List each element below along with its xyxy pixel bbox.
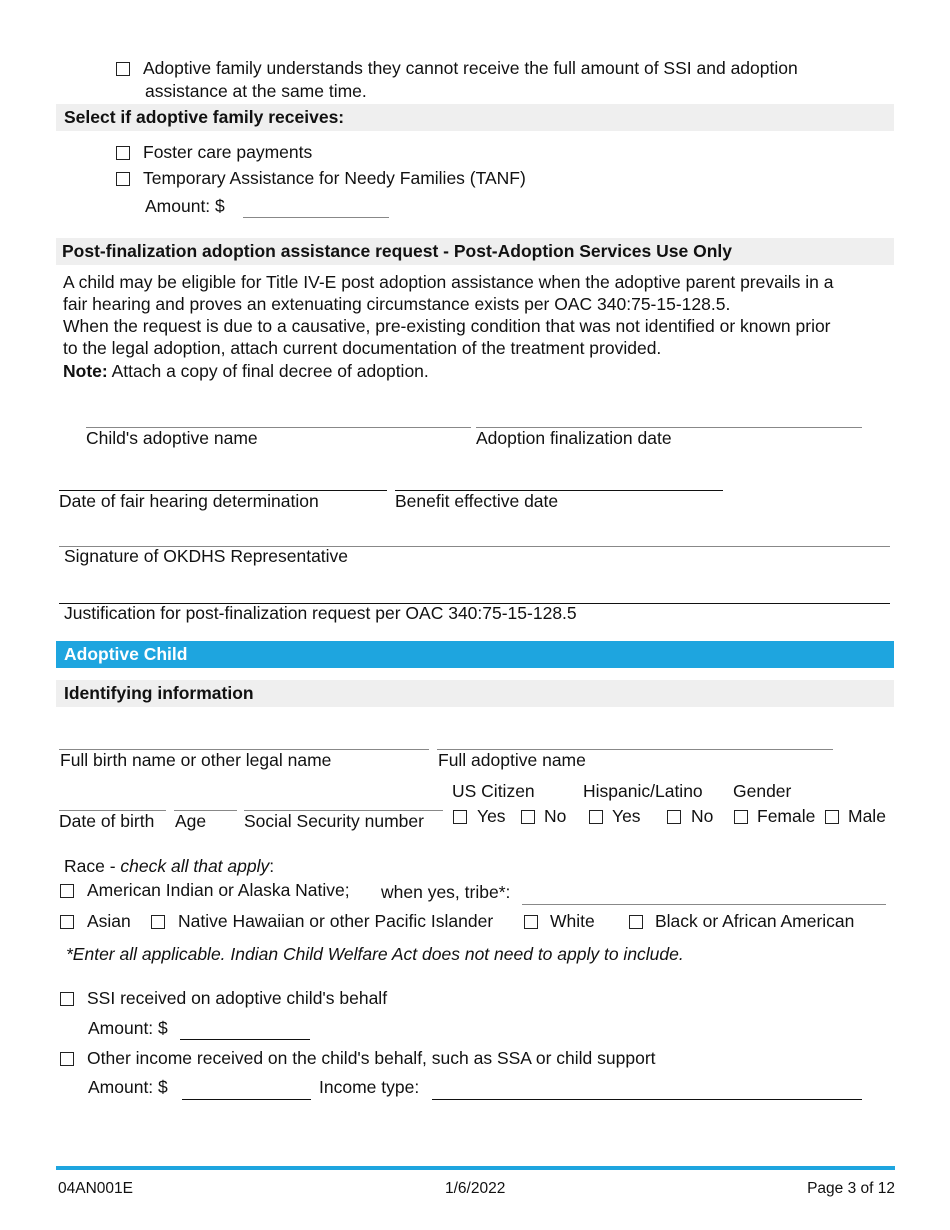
tanf-amount-field[interactable] — [243, 217, 389, 218]
asian-checkbox[interactable] — [60, 915, 74, 929]
post-p1a: A child may be eligible for Title IV-E post adoption assistance when the adoptive parent prevails in a — [63, 272, 834, 292]
gender-label: Gender — [733, 781, 792, 801]
us-citizen-label: US Citizen — [452, 781, 535, 801]
hispanic-yes-label: Yes — [612, 806, 641, 826]
ssi-amount-field[interactable] — [180, 1039, 310, 1040]
hawaiian-label: Native Hawaiian or other Pacific Islander — [178, 911, 494, 931]
footer-date: 1/6/2022 — [445, 1180, 506, 1197]
ssi-received-label: SSI received on adoptive child's behalf — [87, 988, 388, 1008]
white-checkbox[interactable] — [524, 915, 538, 929]
child-adoptive-name-label: Child's adoptive name — [86, 428, 258, 448]
ssi-amount-label: Amount: $ — [88, 1018, 168, 1038]
receives-header: Select if adoptive family receives: — [56, 104, 894, 131]
post-p2b: to the legal adoption, attach current documentation of the treatment provided. — [63, 338, 662, 358]
male-label: Male — [848, 806, 886, 826]
icwa-note: *Enter all applicable. Indian Child Welfare Act does not need to apply to include. — [66, 944, 684, 964]
female-checkbox[interactable] — [734, 810, 748, 824]
asian-label: Asian — [87, 911, 131, 931]
footer-page: Page 3 of 12 — [807, 1180, 895, 1197]
income-type-label: Income type: — [319, 1077, 420, 1097]
ssn-label: Social Security number — [244, 811, 424, 831]
tanf-checkbox[interactable] — [116, 172, 130, 186]
citizen-yes-label: Yes — [477, 806, 506, 826]
tribe-field[interactable] — [522, 904, 886, 905]
hawaiian-checkbox[interactable] — [151, 915, 165, 929]
hispanic-label: Hispanic/Latino — [583, 781, 703, 801]
race-label-text: Race - — [64, 856, 121, 876]
ssi-ack-checkbox[interactable] — [116, 62, 130, 76]
adoptive-name-label: Full adoptive name — [438, 750, 586, 770]
adoptive-child-title: Adoptive Child — [56, 641, 894, 668]
tribe-label: when yes, tribe*: — [381, 882, 511, 902]
citizen-no-label: No — [544, 806, 567, 826]
footer-form-id: 04AN001E — [58, 1180, 133, 1197]
benefit-date-label: Benefit effective date — [395, 491, 559, 511]
race-colon: : — [269, 856, 275, 876]
tanf-amount-label: Amount: $ — [145, 196, 225, 216]
male-checkbox[interactable] — [825, 810, 839, 824]
citizen-no-checkbox[interactable] — [521, 810, 535, 824]
american-indian-label: American Indian or Alaska Native; — [87, 880, 350, 900]
black-checkbox[interactable] — [629, 915, 643, 929]
other-income-label: Other income received on the child's behalf, such as SSA or child support — [87, 1048, 656, 1068]
black-label: Black or African American — [655, 911, 855, 931]
finalization-date-label: Adoption finalization date — [476, 428, 672, 448]
birth-name-label: Full birth name or other legal name — [60, 750, 332, 770]
post-note — [63, 361, 429, 382]
tanf-label: Temporary Assistance for Needy Families (TANF) — [143, 168, 526, 188]
post-finalization-header: Post-finalization adoption assistance request - Post-Adoption Services Use Only — [56, 238, 894, 265]
justification-label: Justification for post-finalization request per OAC 340:75-15-128.5 — [64, 603, 577, 623]
other-income-checkbox[interactable] — [60, 1052, 74, 1066]
identifying-header: Identifying information — [56, 680, 894, 707]
citizen-yes-checkbox[interactable] — [453, 810, 467, 824]
white-label: White — [550, 911, 595, 931]
post-p1b: fair hearing and proves an extenuating circumstance exists per OAC 340:75-15-128.5. — [63, 294, 731, 314]
female-label: Female — [757, 806, 816, 826]
foster-care-label: Foster care payments — [143, 142, 313, 162]
american-indian-checkbox[interactable] — [60, 884, 74, 898]
ssi-received-checkbox[interactable] — [60, 992, 74, 1006]
other-amount-label: Amount: $ — [88, 1077, 168, 1097]
note-text: Attach a copy of final decree of adoption. — [107, 361, 429, 381]
age-label: Age — [175, 811, 207, 831]
hispanic-no-checkbox[interactable] — [667, 810, 681, 824]
footer-rule — [56, 1166, 895, 1170]
income-type-field[interactable] — [432, 1099, 862, 1100]
signature-label: Signature of OKDHS Representative — [64, 546, 349, 566]
hispanic-yes-checkbox[interactable] — [589, 810, 603, 824]
foster-care-checkbox[interactable] — [116, 146, 130, 160]
race-hint: check all that apply — [120, 856, 270, 876]
fair-hearing-date-label: Date of fair hearing determination — [59, 491, 319, 511]
note-label: Note: — [63, 361, 108, 381]
race-label — [64, 856, 274, 877]
ssi-ack-label-cont: assistance at the same time. — [145, 81, 367, 101]
post-p2a: When the request is due to a causative, pre-existing condition that was not identified or known prior — [63, 316, 831, 336]
other-amount-field[interactable] — [182, 1099, 311, 1100]
dob-label: Date of birth — [59, 811, 155, 831]
hispanic-no-label: No — [691, 806, 714, 826]
ssi-ack-label: Adoptive family understands they cannot receive the full amount of SSI and adoption — [143, 58, 798, 78]
